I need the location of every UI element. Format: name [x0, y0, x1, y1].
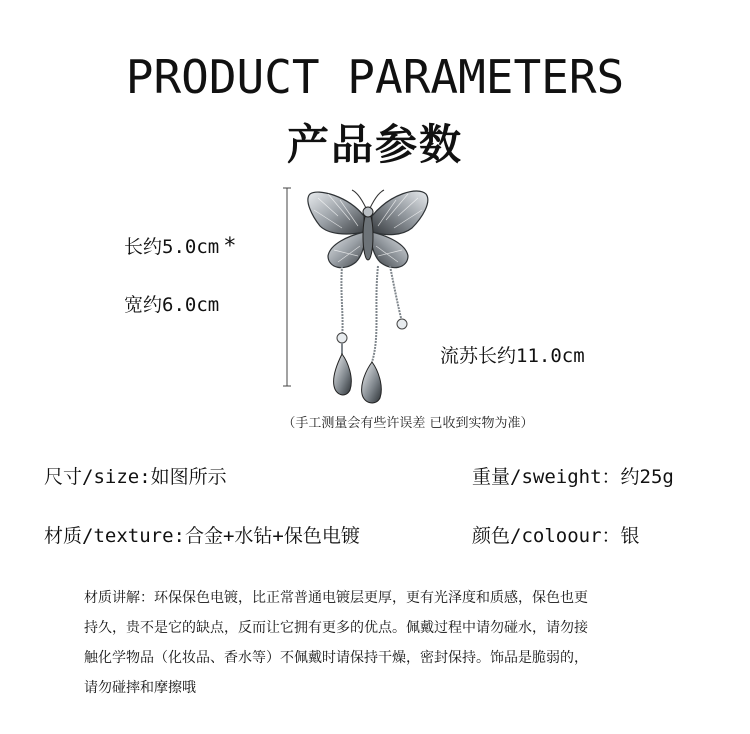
- butterfly-tassel-brooch-icon: [298, 186, 438, 406]
- page-title-chinese: 产品参数: [286, 120, 463, 169]
- description-line: 触化学物品（化妆品、香水等）不佩戴时请保持干燥，密封保持。饰品是脆弱的，: [84, 650, 588, 666]
- length-label: 长约5.0cm *: [124, 234, 237, 259]
- width-label: 宽约6.0cm: [124, 294, 220, 316]
- measurement-note: （手工测量会有些许误差 已收到实物为准）: [282, 416, 534, 431]
- description-line: 请勿碰摔和摩擦哦: [84, 680, 196, 696]
- description-line: 材质讲解：环保保色电镀，比正常普通电镀层更厚，更有光泽度和质感，保色也更: [84, 590, 588, 606]
- asterisk-mark: *: [223, 234, 237, 259]
- tassel-length-label: 流苏长约11.0cm: [440, 345, 585, 367]
- spec-size: 尺寸/size:如图所示: [44, 466, 227, 488]
- dimension-line: [280, 186, 294, 388]
- spec-texture: 材质/texture:合金+水钻+保色电镀: [44, 525, 360, 547]
- page-title-english: PRODUCT PARAMETERS: [125, 50, 625, 104]
- spec-colour: 颜色/coloour：银: [472, 525, 640, 547]
- material-description: [84, 583, 694, 703]
- spec-weight: 重量/sweight：约25g: [472, 466, 674, 488]
- description-line: 持久，贵不是它的缺点，反而让它拥有更多的优点。佩戴过程中请勿碰水，请勿接: [84, 620, 588, 636]
